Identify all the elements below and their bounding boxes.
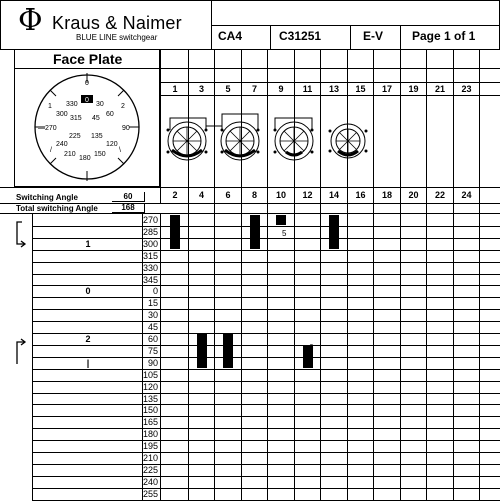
column-divider xyxy=(294,50,295,500)
terminal-top-number: 7 xyxy=(251,84,257,94)
divider xyxy=(211,25,500,26)
terminal-bottom-number: 14 xyxy=(328,190,339,200)
terminal-top-number: 21 xyxy=(434,84,445,94)
terminal-top-number: 15 xyxy=(355,84,366,94)
svg-text:120: 120 xyxy=(106,141,118,148)
svg-text:330: 330 xyxy=(66,101,78,108)
divider xyxy=(0,213,500,214)
row-divider xyxy=(32,464,500,465)
terminal-bottom-number: 20 xyxy=(408,190,419,200)
contact-closed-bar xyxy=(250,215,260,249)
angle-row-label: 90 xyxy=(147,357,158,368)
contact-closed-bar xyxy=(170,215,180,249)
angle-row-label: 0 xyxy=(152,286,158,297)
series-code: CA4 xyxy=(218,29,243,43)
angle-row-label: 60 xyxy=(147,334,158,344)
column-divider xyxy=(479,50,480,500)
brand-name: Kraus & Naimer xyxy=(52,13,182,33)
terminal-top-number: 3 xyxy=(198,84,204,94)
svg-text:—270: —270 xyxy=(38,125,57,132)
svg-text:30: 30 xyxy=(96,101,104,108)
row-divider xyxy=(32,416,500,417)
svg-text:\: \ xyxy=(119,147,121,154)
terminal-top-number: 9 xyxy=(278,84,284,94)
angle-row-label: 30 xyxy=(147,310,158,321)
angle-row-label: 345 xyxy=(142,274,158,285)
row-divider xyxy=(32,393,500,394)
row-divider xyxy=(32,476,500,477)
angle-row-label: 105 xyxy=(142,369,158,380)
total-switching-angle-label: Total switching Angle xyxy=(16,204,98,213)
row-divider xyxy=(32,404,500,405)
switching-angle-value: 60 xyxy=(112,192,145,202)
svg-text:0: 0 xyxy=(85,80,89,87)
svg-text:300: 300 xyxy=(56,111,68,118)
terminal-top-number: 17 xyxy=(381,84,392,94)
terminal-bottom-number: 22 xyxy=(434,190,445,200)
row-divider xyxy=(32,381,500,382)
row-divider xyxy=(32,428,500,429)
row-divider xyxy=(32,452,500,453)
row-divider xyxy=(32,297,500,298)
page-indicator: Page 1 of 1 xyxy=(412,29,476,43)
angle-row-label: 330 xyxy=(142,262,158,273)
divider xyxy=(400,25,401,50)
terminal-bottom-number: 4 xyxy=(198,190,204,200)
terminal-top-number: 5 xyxy=(225,84,231,94)
row-divider xyxy=(32,321,500,322)
dial-faceplate-icon xyxy=(14,70,160,186)
angle-row-label: 45 xyxy=(147,322,158,333)
angle-row-label: 165 xyxy=(142,417,158,428)
position-label: 0 xyxy=(85,286,91,297)
note-marker: 6 xyxy=(309,343,314,352)
divider xyxy=(350,25,351,50)
divider xyxy=(270,25,271,50)
divider xyxy=(0,187,160,188)
column-divider xyxy=(188,50,189,500)
row-divider xyxy=(32,285,500,286)
svg-text:240: 240 xyxy=(56,141,68,148)
row-divider xyxy=(32,440,500,441)
terminal-top-number: 11 xyxy=(302,84,313,94)
column-divider xyxy=(400,50,401,500)
contact-closed-bar xyxy=(197,334,207,368)
contact-closed-bar xyxy=(329,215,339,249)
angle-row-label: 255 xyxy=(142,488,158,499)
kn-logo-icon: Φ xyxy=(18,3,43,38)
switching-angle-label: Switching Angle xyxy=(16,193,78,202)
faceplate-title: Face Plate xyxy=(53,51,123,67)
row-divider xyxy=(32,274,500,275)
position-label: | xyxy=(86,357,90,368)
column-divider xyxy=(241,50,242,500)
column-divider xyxy=(426,50,427,500)
angle-row-label: 120 xyxy=(142,381,158,392)
angle-row-label: 150 xyxy=(142,405,158,416)
row-divider xyxy=(32,309,500,310)
angle-row-label: 240 xyxy=(142,476,158,487)
position-label: 1 xyxy=(85,238,91,249)
column-divider xyxy=(267,50,268,500)
divider xyxy=(160,82,500,83)
contact-closed-bar xyxy=(276,215,286,225)
svg-text:135: 135 xyxy=(91,133,103,140)
terminal-bottom-number: 8 xyxy=(251,190,257,200)
angle-row-label: 15 xyxy=(147,298,158,309)
row-divider xyxy=(32,357,500,358)
divider xyxy=(160,68,500,69)
angle-row-label: 270 xyxy=(142,215,158,225)
variant-code: E-V xyxy=(363,29,384,43)
divider xyxy=(160,187,500,188)
svg-text:150: 150 xyxy=(94,151,106,158)
svg-text:180: 180 xyxy=(79,155,91,162)
angle-row-label: 210 xyxy=(142,453,158,463)
terminal-top-number: 1 xyxy=(172,84,178,94)
terminal-top-number: 13 xyxy=(328,84,339,94)
svg-text:60: 60 xyxy=(106,111,114,118)
terminal-bottom-number: 2 xyxy=(172,190,178,200)
contact-schematic-icon xyxy=(160,96,500,186)
terminal-bottom-number: 16 xyxy=(355,190,366,200)
row-divider xyxy=(32,250,500,251)
column-divider xyxy=(453,50,454,500)
bracket-arrow-icon xyxy=(14,220,28,250)
row-divider xyxy=(32,238,500,239)
angle-row-label: 75 xyxy=(147,345,158,356)
terminal-bottom-number: 18 xyxy=(381,190,392,200)
svg-text:1: 1 xyxy=(48,103,52,110)
svg-text:/: / xyxy=(50,147,52,154)
angle-row-label: 315 xyxy=(142,250,158,261)
angle-row-label: 135 xyxy=(142,393,158,404)
row-divider xyxy=(32,333,500,334)
terminal-bottom-number: 10 xyxy=(275,190,286,200)
terminal-bottom-number: 24 xyxy=(461,190,472,200)
row-divider xyxy=(32,488,500,489)
row-divider xyxy=(32,369,500,370)
bracket-arrow-icon xyxy=(14,336,28,366)
column-divider xyxy=(214,50,215,500)
angle-row-label: 285 xyxy=(142,226,158,237)
terminal-top-number: 19 xyxy=(408,84,419,94)
position-label: 2 xyxy=(85,334,91,344)
terminal-bottom-number: 6 xyxy=(225,190,231,200)
row-divider xyxy=(32,345,500,346)
svg-text:45: 45 xyxy=(92,115,100,122)
row-divider xyxy=(32,262,500,263)
angle-row-label: 195 xyxy=(142,441,158,452)
divider xyxy=(14,68,160,69)
angle-row-label: 180 xyxy=(142,429,158,440)
svg-text:0: 0 xyxy=(85,97,89,104)
svg-text:210: 210 xyxy=(64,151,76,158)
svg-text:225: 225 xyxy=(69,133,81,140)
contact-closed-bar xyxy=(223,334,233,368)
column-divider xyxy=(347,50,348,500)
article-code: C31251 xyxy=(279,29,322,43)
brand-subtitle: BLUE LINE switchgear xyxy=(76,33,158,42)
total-switching-angle-value: 168 xyxy=(112,203,145,213)
svg-text:315: 315 xyxy=(70,115,82,122)
angle-row-label: 225 xyxy=(142,464,158,475)
angle-row-label: 300 xyxy=(142,238,158,249)
column-divider xyxy=(320,50,321,500)
row-divider xyxy=(32,226,500,227)
terminal-top-number: 23 xyxy=(461,84,472,94)
terminal-bottom-number: 12 xyxy=(302,190,313,200)
note-marker: 5 xyxy=(282,229,287,238)
column-divider xyxy=(373,50,374,500)
svg-text:2: 2 xyxy=(121,103,125,110)
svg-text:90: 90 xyxy=(122,125,130,132)
